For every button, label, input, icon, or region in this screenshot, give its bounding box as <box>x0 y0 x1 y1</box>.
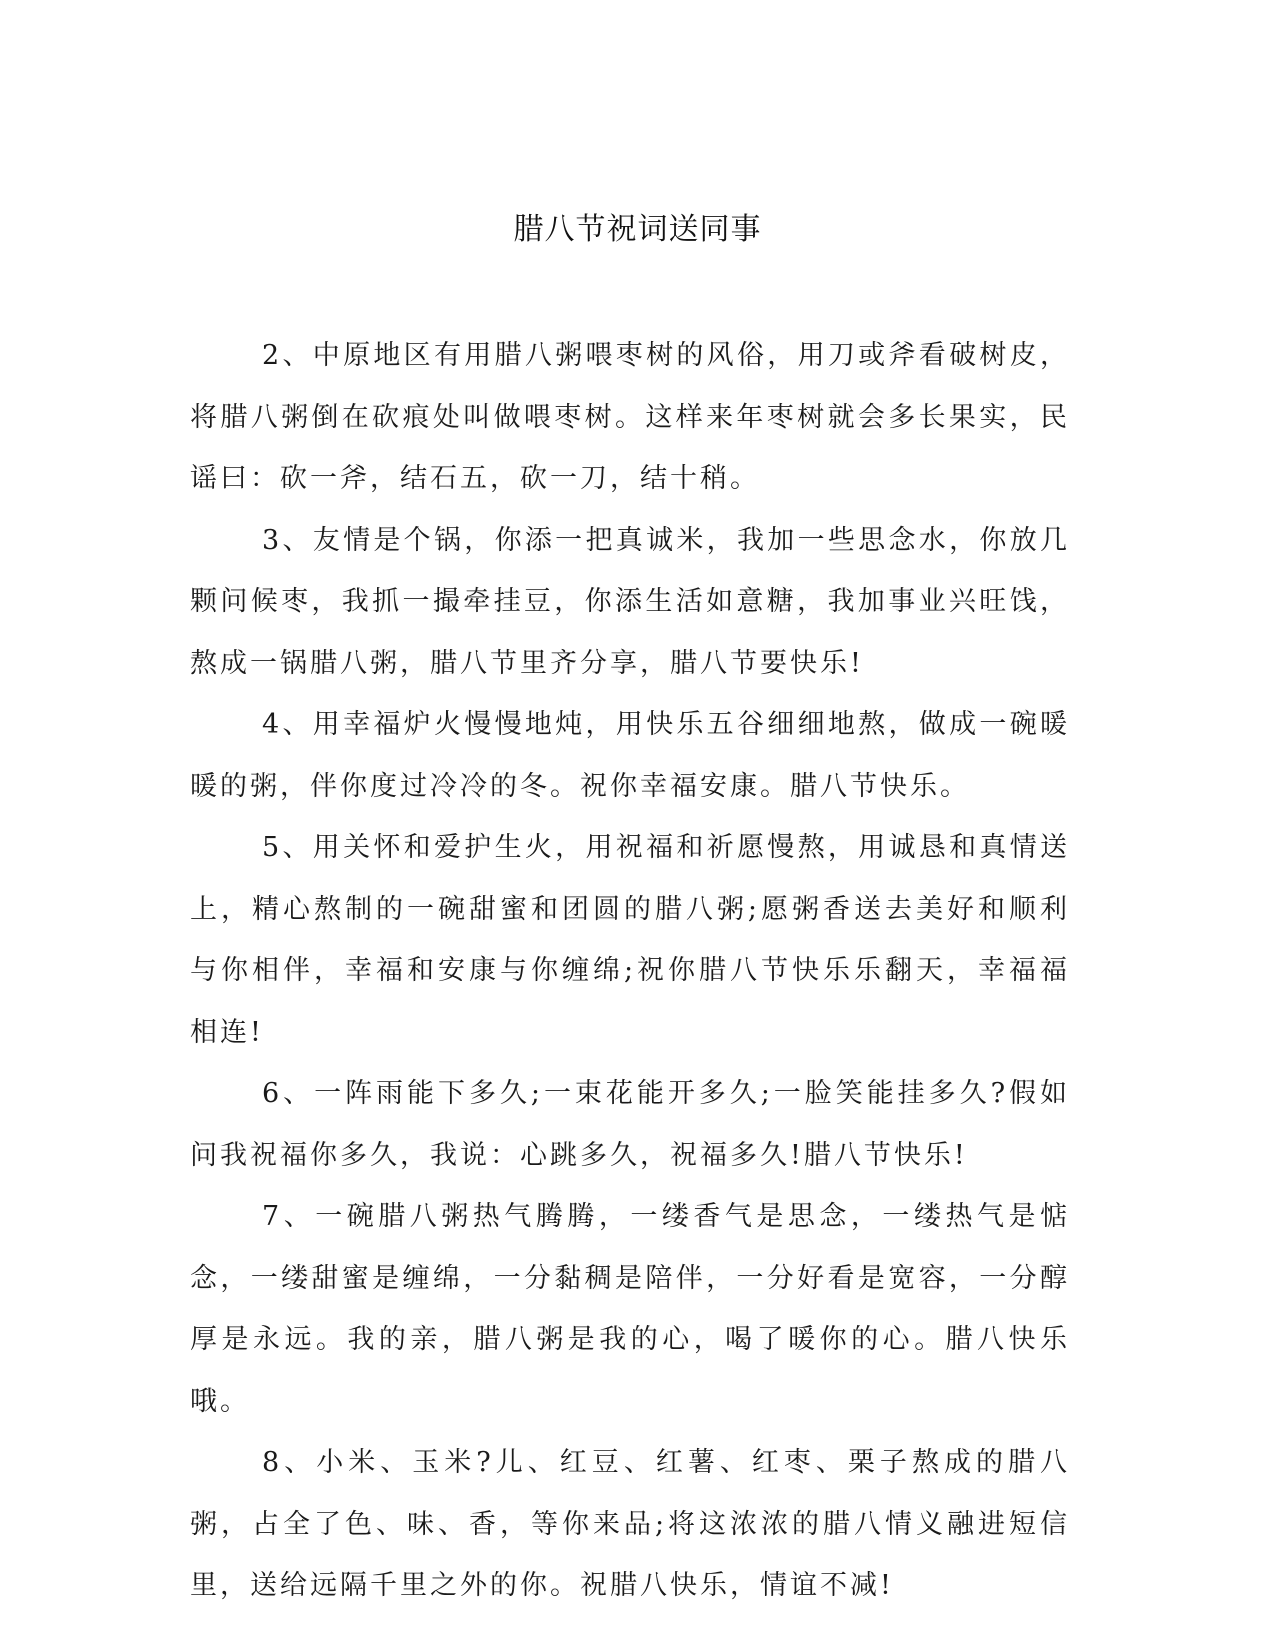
paragraph-2: 2、中原地区有用腊八粥喂枣树的风俗，用刀或斧看破树皮，将腊八粥倒在砍痕处叫做喂枣树。这样来年枣树就会多长果实，民谣曰：砍一斧，结石五，砍一刀，结十稍。 <box>190 340 1070 494</box>
paragraph-5: 5、用关怀和爱护生火，用祝福和祈愿慢熬，用诚恳和真情送上，精心熬制的一碗甜蜜和团圆的腊八粥;愿粥香送去美好和顺利与你相伴，幸福和安康与你缠绵;祝你腊八节快乐乐翻天，幸福福相连! <box>190 832 1070 1048</box>
document-title: 腊八节祝词送同事 <box>513 212 762 247</box>
paragraph-7: 7、一碗腊八粥热气腾腾，一缕香气是思念，一缕热气是惦念，一缕甜蜜是缠绵，一分黏稠是陪伴，一分好看是宽容，一分醇厚是永远。我的亲，腊八粥是我的心，喝了暖你的心。腊八快乐哦。 <box>190 1201 1070 1417</box>
paragraph-6: 6、一阵雨能下多久;一束花能开多久;一脸笑能挂多久?假如问我祝福你多久，我说：心跳多久，祝福多久!腊八节快乐! <box>190 1078 1070 1171</box>
paragraph-4: 4、用幸福炉火慢慢地炖，用快乐五谷细细地熬，做成一碗暖暖的粥，伴你度过冷冷的冬。祝你幸福安康。腊八节快乐。 <box>190 709 1070 802</box>
paragraph-8: 8、小米、玉米?儿、红豆、红薯、红枣、栗子熬成的腊八粥，占全了色、味、香，等你来品;将这浓浓的腊八情义融进短信里，送给远隔千里之外的你。祝腊八快乐，情谊不减! <box>190 1447 1070 1601</box>
document-body <box>190 325 1070 1617</box>
paragraph-3: 3、友情是个锅，你添一把真诚米，我加一些思念水，你放几颗问候枣，我抓一撮牵挂豆，你添生活如意糖，我加事业兴旺饯，熬成一锅腊八粥，腊八节里齐分享，腊八节要快乐! <box>190 524 1070 679</box>
